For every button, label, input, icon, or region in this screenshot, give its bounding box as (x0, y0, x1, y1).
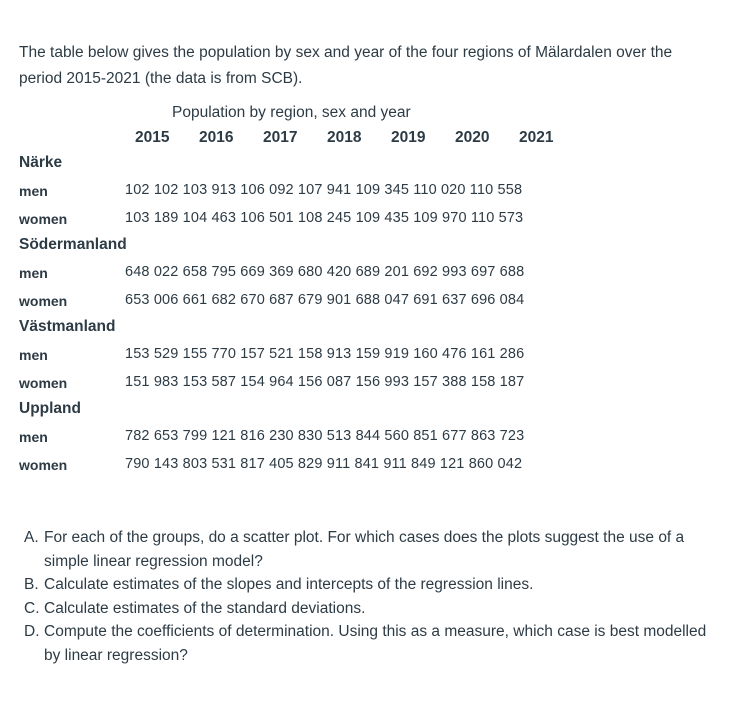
row-label: men (19, 183, 48, 199)
question-item (24, 597, 724, 621)
year-header: 2018 (327, 129, 362, 146)
row-values: 782 653 799 121 816 230 830 513 844 560 851 677 863 723 (125, 428, 525, 444)
question-letter: B. (24, 576, 39, 593)
question-letter: D. (24, 623, 40, 640)
table-title: Population by region, sex and year (172, 104, 411, 121)
row-values: 151 983 153 587 154 964 156 087 156 993 157 388 158 187 (125, 374, 525, 390)
row-values: 790 143 803 531 817 405 829 911 841 911 849 121 860 042 (125, 456, 523, 472)
row-label: men (19, 265, 48, 281)
question-item (24, 573, 724, 597)
region-heading-sodermanland: Södermanland (19, 236, 127, 253)
question-item (24, 620, 724, 667)
row-values: 153 529 155 770 157 521 158 913 159 919 160 476 161 286 (125, 346, 525, 362)
year-header: 2015 (135, 129, 170, 146)
region-heading-narke: Närke (19, 154, 63, 171)
row-label: men (19, 429, 48, 445)
year-header: 2021 (519, 129, 554, 146)
question-text: For each of the groups, do a scatter plot. For which cases does the plots suggest the use of a simple linear regression model? (44, 529, 685, 570)
question-letter: A. (24, 529, 39, 546)
row-label: women (19, 293, 68, 309)
question-letter: C. (24, 599, 40, 617)
row-values: 103 189 104 463 106 501 108 245 109 435 109 970 110 573 (125, 210, 524, 226)
year-header: 2016 (199, 129, 234, 146)
question-list (24, 526, 724, 667)
question-text: Compute the coefficients of determination. Using this as a measure, which case is best modelled by linear regression? (44, 623, 707, 664)
intro-paragraph: The table below gives the population by sex and year of the four regions of Mälardalen over the period 2015-2021 (the data is from SCB). (19, 44, 673, 87)
row-values: 648 022 658 795 669 369 680 420 689 201 692 993 697 688 (125, 264, 525, 280)
question-text: Calculate estimates of the slopes and intercepts of the regression lines. (44, 576, 534, 593)
row-label: women (19, 375, 68, 391)
row-label: men (19, 347, 48, 363)
region-heading-uppland: Uppland (19, 400, 81, 417)
row-label: women (19, 457, 68, 473)
year-header: 2017 (263, 129, 298, 146)
year-header: 2019 (391, 129, 426, 146)
row-label: women (19, 211, 68, 227)
question-text: Calculate estimates of the standard deviations. (44, 599, 366, 617)
year-header-row (0, 126, 738, 150)
region-heading-vastmanland: Västmanland (19, 318, 116, 335)
question-item (24, 526, 724, 573)
row-values: 102 102 103 913 106 092 107 941 109 345 110 020 110 558 (125, 182, 523, 198)
year-header: 2020 (455, 129, 490, 146)
row-values: 653 006 661 682 670 687 679 901 688 047 691 637 696 084 (125, 292, 525, 308)
